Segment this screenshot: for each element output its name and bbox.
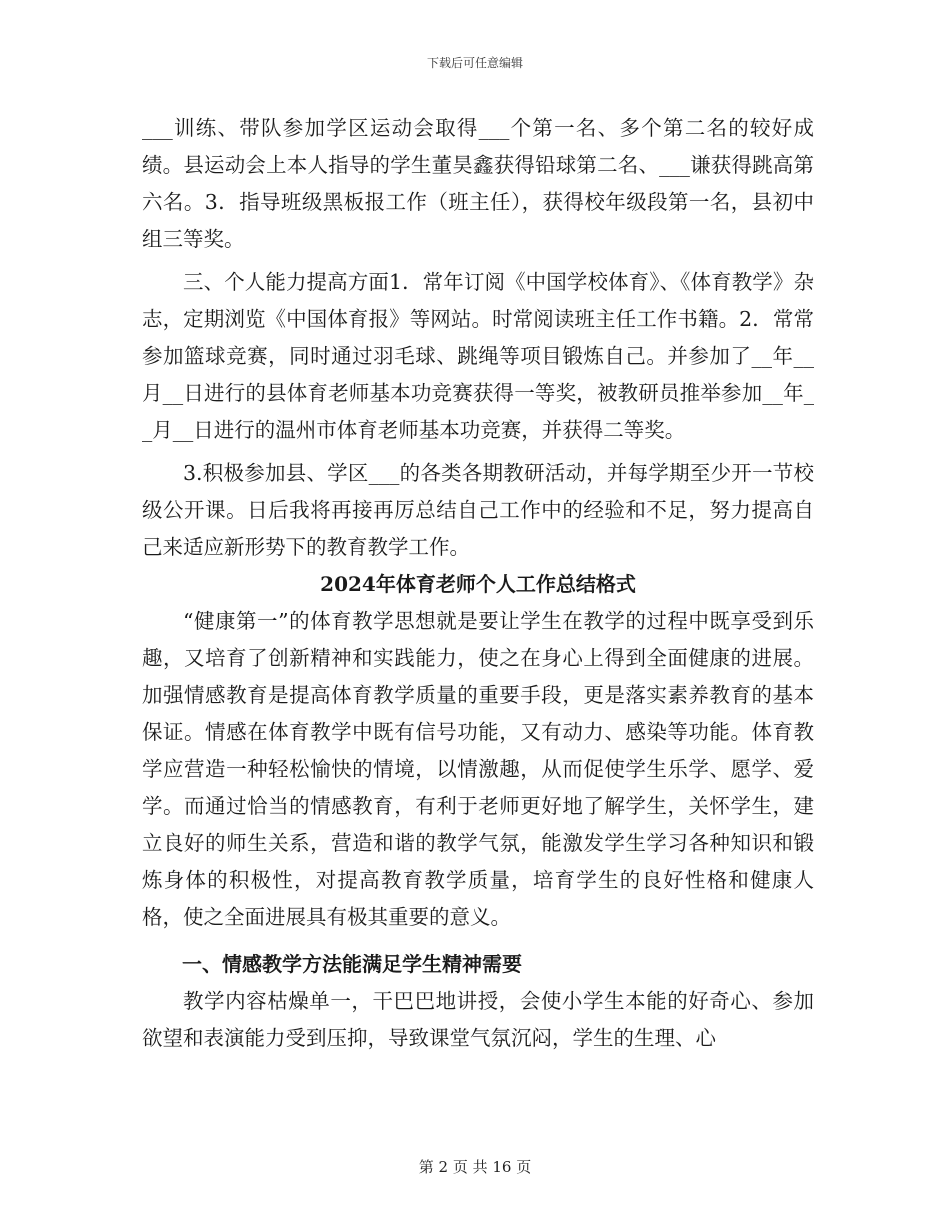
- document-title: 2024年体育老师个人工作总结格式: [320, 572, 636, 596]
- paragraph-personal-ability: 三、个人能力提高方面1．常年订阅《中国学校体育》、《体育教学》杂志，定期浏览《中国体育报》等网站。时常阅读班主任工作书籍。2．常常参加篮球竞赛，同时通过羽毛球、跳绳等项目锻炼自己。并参加了__年__月__日进行的县体育老师基本功竞赛获得一等奖，被教研员推举参加__年__月__日进行的温州市体育老师基本功竞赛，并获得二等奖。: [142, 270, 814, 442]
- paragraph-health-first: “健康第一”的体育教学思想就是要让学生在教学的过程中既享受到乐趣，又培育了创新精神和实践能力，使之在身心上得到全面健康的进展。加强情感教育是提高体育教学质量的重要手段，更是落实素养教育的基本保证。情感在体育教学中既有信号功能，又有动力、感染等功能。体育教学应营造一种轻松愉快的情境，以情激趣，从而促使学生乐学、愿学、爱学。而通过恰当的情感教育，有利于老师更好地了解学生，关怀学生，建立良好的师生关系，营造和谐的教学气氛，能激发学生学习各种知识和锻炼身体的积极性，对提高教育教学质量，培育学生的良好性格和健康人格，使之全面进展具有极其重要的意义。: [142, 609, 814, 929]
- page-number: 第 2 页 共 16 页: [418, 1158, 532, 1176]
- section-heading-emotional-teaching: 一、情感教学方法能满足学生精神需要: [182, 952, 522, 976]
- paragraph-teaching-content: 教学内容枯燥单一，干巴巴地讲授，会使小学生本能的好奇心、参加欲望和表演能力受到压抑，导致课堂气氛沉闷，学生的生理、心: [142, 989, 814, 1050]
- paragraph-training-results: ___训练、带队参加学区运动会取得___个第一名、多个第二名的较好成绩。县运动会上本人指导的学生董昊鑫获得铅球第二名、___谦获得跳高第六名。3．指导班级黑板报工作（班主任），获得校年级段第一名，县初中组三等奖。: [142, 116, 814, 251]
- document-body: [142, 110, 814, 1057]
- paragraph-teaching-research: 3.积极参加县、学区___的各类各期教研活动，并每学期至少开一节校级公开课。日后我将再接再厉总结自己工作中的经验和不足，努力提高自己来适应新形势下的教育教学工作。: [142, 461, 814, 559]
- header-note: 下载后可任意编辑: [426, 56, 523, 70]
